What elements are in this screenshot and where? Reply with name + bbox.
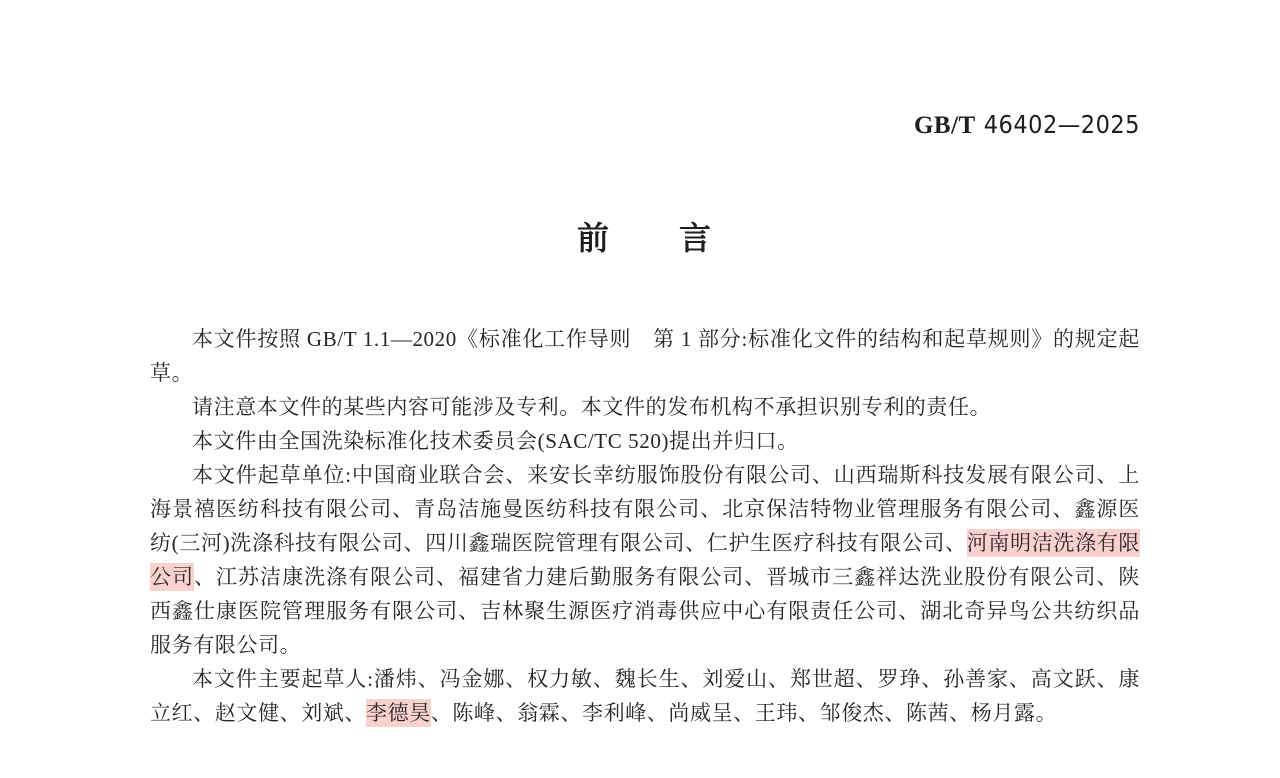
drafters-text-after-highlight: 、陈峰、翁霖、李利峰、尚威呈、王玮、邹俊杰、陈茜、杨月露。 xyxy=(430,701,1058,725)
standard-doc-number xyxy=(0,110,1140,140)
orgs-text-after-highlight: 、江苏洁康洗涤有限公司、福建省力建后勤服务有限公司、晋城市三鑫祥达洗业股份有限公司、陕西鑫仕康医院管理服务有限公司、吉林聚生源医疗消毒供应中心有限责任公司、湖北奇异鸟公共纺织品服务有限公司。 xyxy=(150,565,1141,657)
paragraph-patent-notice xyxy=(150,390,1140,424)
standard-number: 46402—2025 xyxy=(983,110,1140,139)
foreword-body xyxy=(150,322,1140,730)
committee-text: 本文件由全国洗染标准化技术委员会(SAC/TC 520)提出并归口。 xyxy=(192,429,799,453)
drafting-basis-text: 本文件按照 GB/T 1.1—2020《标准化工作导则 第 1 部分:标准化文件的结构和起草规则》的规定起草。 xyxy=(150,327,1140,385)
standard-prefix: GB/T xyxy=(913,112,976,139)
patent-notice-text: 请注意本文件的某些内容可能涉及专利。本文件的发布机构不承担识别专利的责任。 xyxy=(192,395,992,419)
paragraph-committee xyxy=(150,424,1140,458)
paragraph-main-drafters xyxy=(150,662,1140,730)
paragraph-drafting-basis xyxy=(150,322,1140,390)
page-title-foreword: 前 言 xyxy=(576,220,713,256)
highlight-org-henan-mingjie: 河南明洁洗涤有限公司 xyxy=(150,531,1140,589)
drafters-text-before-highlight: 本文件主要起草人:潘炜、冯金娜、权力敏、魏长生、刘爱山、郑世超、罗琤、孙善家、高文跃、康立红、赵文健、刘斌、 xyxy=(150,667,1140,725)
paragraph-drafting-organizations xyxy=(150,458,1140,662)
orgs-text-before-highlight: 本文件起草单位:中国商业联合会、来安长幸纺服饰股份有限公司、山西瑞斯科技发展有限公司、上海景禧医纺科技有限公司、青岛洁施曼医纺科技有限公司、北京保洁特物业管理服务有限公司、鑫源医纺(三河)洗涤科技有限公司、四川鑫瑞医院管理有限公司、仁护生医疗科技有限公司、 xyxy=(150,463,1140,555)
highlight-drafter-li-dehao: 李德昊 xyxy=(366,701,431,725)
